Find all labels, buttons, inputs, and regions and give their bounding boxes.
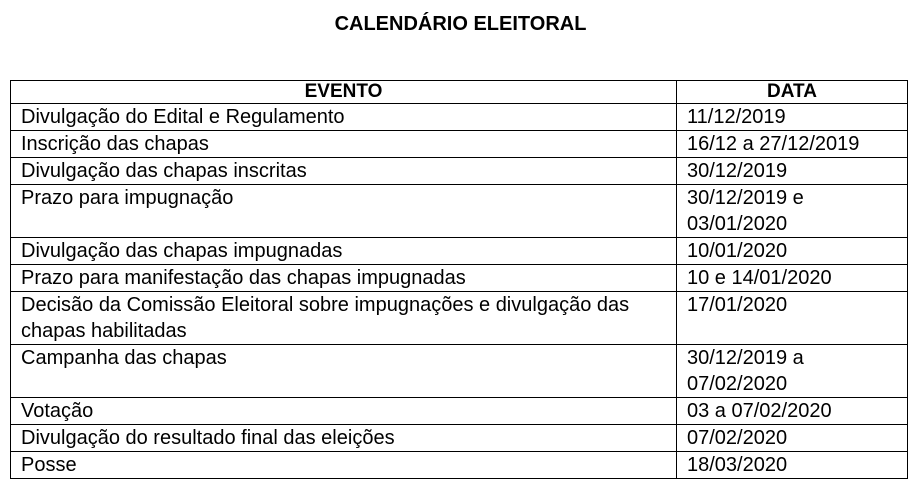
date-cell: 18/03/2020 [677, 452, 908, 479]
event-cell: Divulgação do Edital e Regulamento [11, 104, 677, 131]
event-cell: Divulgação das chapas impugnadas [11, 238, 677, 265]
date-cell: 30/12/2019 e 03/01/2020 [677, 185, 908, 238]
event-cell: Divulgação do resultado final das eleições [11, 425, 677, 452]
date-cell: 10 e 14/01/2020 [677, 265, 908, 292]
event-cell: Prazo para impugnação [11, 185, 677, 238]
table-row [11, 398, 908, 425]
event-cell: Prazo para manifestação das chapas impugnadas [11, 265, 677, 292]
date-cell: 03 a 07/02/2020 [677, 398, 908, 425]
table-row [11, 345, 908, 398]
table-row [11, 131, 908, 158]
event-cell: Divulgação das chapas inscritas [11, 158, 677, 185]
table-row [11, 158, 908, 185]
event-cell: Campanha das chapas [11, 345, 677, 398]
date-cell: 17/01/2020 [677, 292, 908, 345]
table-row [11, 292, 908, 345]
event-cell: Decisão da Comissão Eleitoral sobre impugnações e divulgação das chapas habilitadas [11, 292, 677, 345]
table-row [11, 238, 908, 265]
date-cell: 07/02/2020 [677, 425, 908, 452]
table-row [11, 452, 908, 479]
table-row [11, 104, 908, 131]
column-header-data: DATA [677, 81, 908, 104]
date-cell: 10/01/2020 [677, 238, 908, 265]
event-cell: Inscrição das chapas [11, 131, 677, 158]
date-cell: 11/12/2019 [677, 104, 908, 131]
date-cell: 30/12/2019 [677, 158, 908, 185]
column-header-evento: EVENTO [11, 81, 677, 104]
page-title: CALENDÁRIO ELEITORAL [334, 13, 587, 35]
event-cell: Posse [11, 452, 677, 479]
table-header-row [11, 81, 908, 104]
electoral-calendar-table [10, 80, 908, 479]
event-cell: Votação [11, 398, 677, 425]
table-row [11, 265, 908, 292]
table-row [11, 425, 908, 452]
table-row [11, 185, 908, 238]
date-cell: 30/12/2019 a 07/02/2020 [677, 345, 908, 398]
date-cell: 16/12 a 27/12/2019 [677, 131, 908, 158]
